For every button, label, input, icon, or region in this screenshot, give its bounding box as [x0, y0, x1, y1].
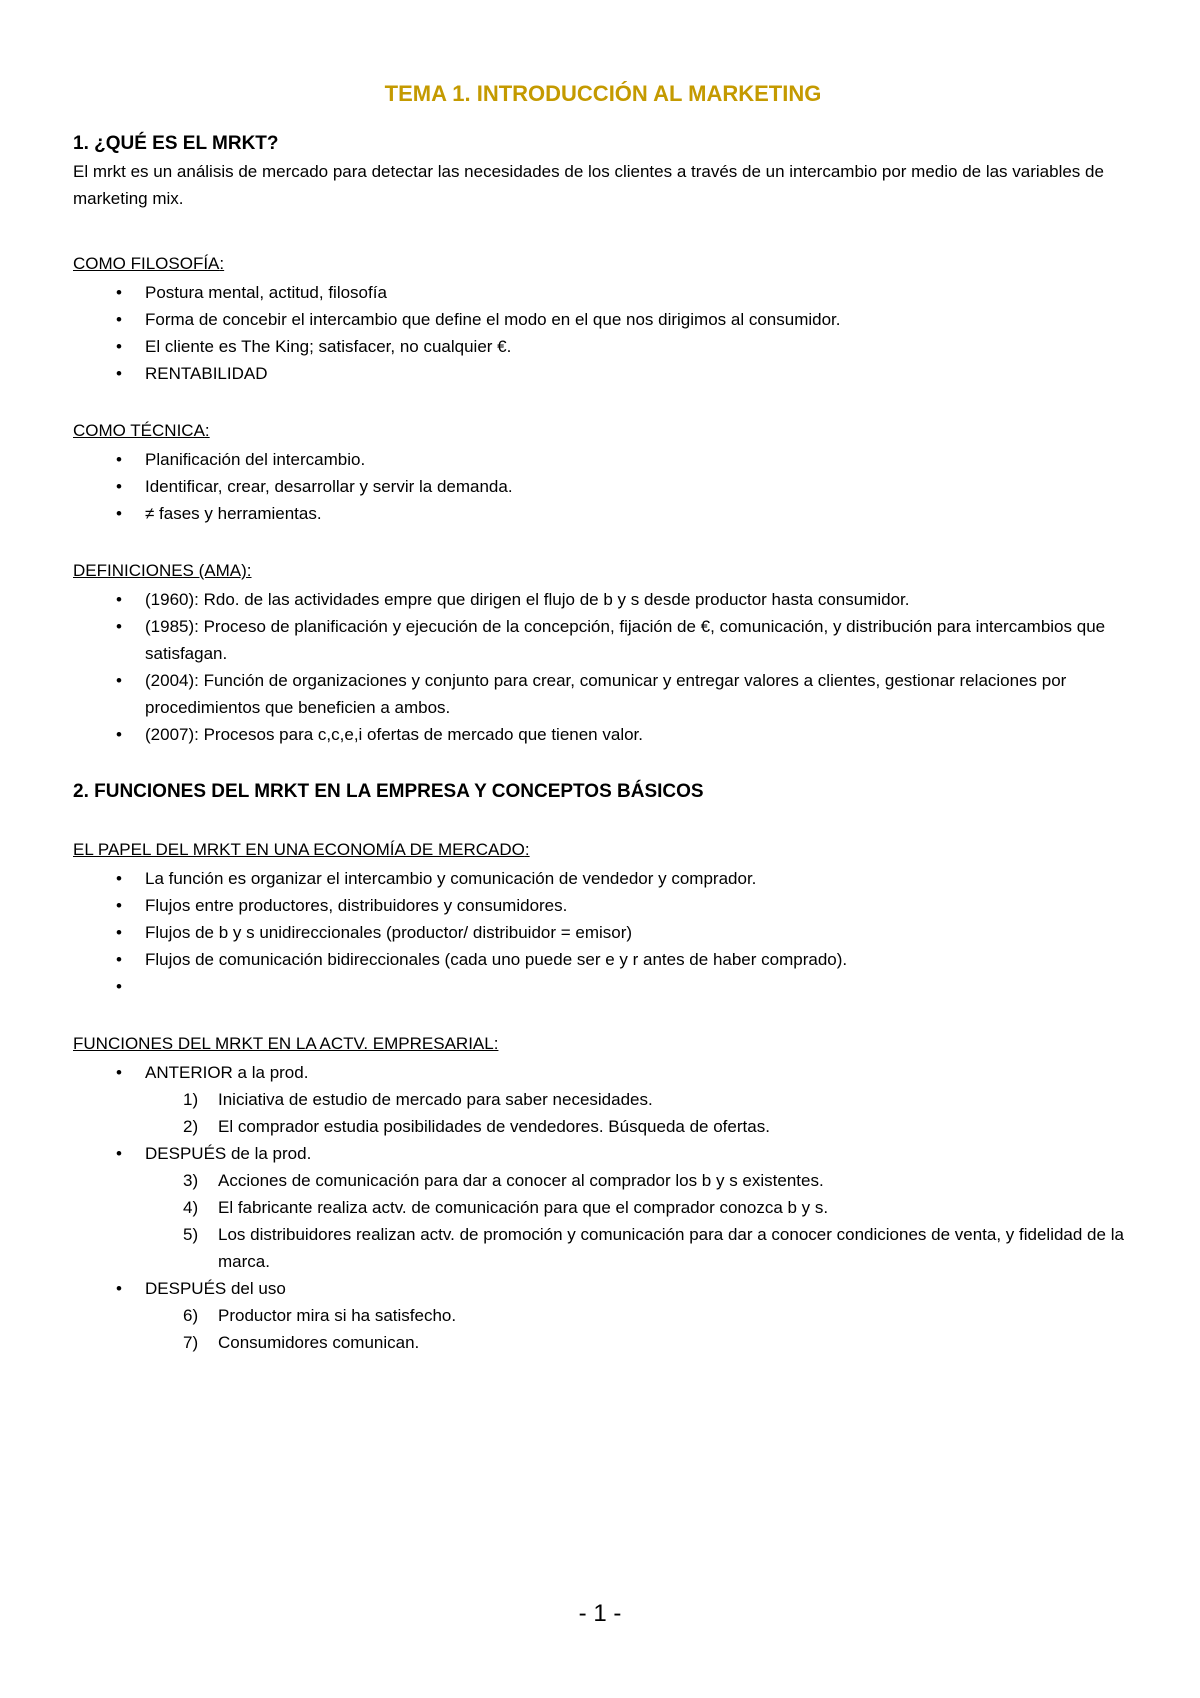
tecnica-list	[73, 446, 1133, 527]
bullet-icon: •	[116, 477, 122, 496]
bullet-icon: •	[116, 337, 122, 356]
list-item	[73, 973, 1133, 1000]
bullet-icon: •	[116, 725, 122, 744]
bullet-icon: •	[116, 869, 122, 888]
document-content	[73, 78, 1133, 1356]
tecnica-heading: COMO TÉCNICA:	[73, 421, 210, 440]
list-item: • ≠ fases y herramientas.	[73, 500, 1133, 527]
bullet-icon: •	[116, 950, 122, 969]
list-item: • RENTABILIDAD	[73, 360, 1133, 387]
filosofia-heading: COMO FILOSOFÍA:	[73, 254, 225, 273]
document-title: TEMA 1. INTRODUCCIÓN AL MARKETING	[384, 81, 822, 106]
bullet-icon: •	[116, 283, 122, 302]
list-item: • Forma de concebir el intercambio que define el modo en el que nos dirigimos al consumidor.	[73, 306, 1133, 333]
papel-list	[73, 865, 1133, 1000]
list-item: • Flujos entre productores, distribuidores y consumidores.	[73, 892, 1133, 919]
numbered-list	[145, 1302, 1133, 1356]
section-2-heading: 2. FUNCIONES DEL MRKT EN LA EMPRESA Y CONCEPTOS BÁSICOS	[73, 781, 704, 802]
bullet-icon: •	[116, 1279, 122, 1298]
list-item: • (2007): Procesos para c,c,e,i ofertas de mercado que tienen valor.	[73, 721, 1133, 748]
definiciones-heading: DEFINICIONES (AMA):	[73, 561, 252, 580]
filosofia-list	[73, 279, 1133, 387]
numbered-list	[145, 1086, 1133, 1140]
numbered-list	[145, 1167, 1133, 1275]
numbered-item: 2) El comprador estudia posibilidades de vendedores. Búsqueda de ofertas.	[183, 1117, 770, 1136]
definiciones-list	[73, 586, 1133, 748]
bullet-icon: •	[116, 617, 122, 636]
bullet-icon: •	[116, 590, 122, 609]
papel-heading: EL PAPEL DEL MRKT EN UNA ECONOMÍA DE MERCADO:	[73, 840, 530, 859]
funciones-list	[73, 1059, 1133, 1356]
list-item: • Identificar, crear, desarrollar y servir la demanda.	[73, 473, 1133, 500]
list-item: • Flujos de b y s unidireccionales (productor/ distribuidor = emisor)	[73, 919, 1133, 946]
list-item: • Flujos de comunicación bidireccionales (cada uno puede ser e y r antes de haber comprado).	[73, 946, 1133, 973]
numbered-item: 1) Iniciativa de estudio de mercado para saber necesidades.	[183, 1090, 653, 1109]
list-item: • La función es organizar el intercambio y comunicación de vendedor y comprador.	[73, 865, 1133, 892]
funciones-heading: FUNCIONES DEL MRKT EN LA ACTV. EMPRESARIAL:	[73, 1034, 499, 1053]
bullet-icon: •	[116, 896, 122, 915]
section-1-intro: El mrkt es un análisis de mercado para detectar las necesidades de los clientes a través de un intercambio por medio de las variables de marketing mix.	[73, 162, 1104, 208]
list-item: • (1960): Rdo. de las actividades empre que dirigen el flujo de b y s desde productor hasta consumidor.	[73, 586, 1133, 613]
bullet-icon: •	[116, 1144, 122, 1163]
list-item: • ANTERIOR a la prod. 1) Iniciativa de estudio de mercado para saber necesidades. 2) El comprador estudia posibilidades de vendedores. Búsqueda de ofertas.	[73, 1059, 1133, 1140]
list-item: • DESPUÉS del uso 6) Productor mira si ha satisfecho. 7) Consumidores comunican.	[73, 1275, 1133, 1356]
bullet-icon: •	[116, 671, 122, 690]
list-item: • (2004): Función de organizaciones y conjunto para crear, comunicar y entregar valores a clientes, gestionar relaciones por procedimientos que beneficien a ambos.	[73, 667, 1133, 721]
list-item: • El cliente es The King; satisfacer, no cualquier €.	[73, 333, 1133, 360]
section-1-heading: 1. ¿QUÉ ES EL MRKT?	[73, 133, 279, 154]
bullet-icon: •	[116, 923, 122, 942]
bullet-icon: •	[116, 504, 122, 523]
numbered-item: 7) Consumidores comunican.	[183, 1333, 420, 1352]
bullet-icon: •	[116, 1063, 122, 1082]
page-number: - 1 -	[578, 1600, 622, 1627]
numbered-item: 6) Productor mira si ha satisfecho.	[183, 1306, 457, 1325]
bullet-icon: •	[116, 977, 122, 996]
bullet-icon: •	[116, 450, 122, 469]
bullet-icon: •	[116, 364, 122, 383]
list-item: • (1985): Proceso de planificación y ejecución de la concepción, fijación de €, comunicación, y distribución para intercambios que satisfagan.	[73, 613, 1133, 667]
list-item: • Planificación del intercambio.	[73, 446, 1133, 473]
numbered-item: 5) Los distribuidores realizan actv. de promoción y comunicación para dar a conocer condiciones de venta, y fidelidad de la marca.	[183, 1225, 1124, 1271]
numbered-item: 4) El fabricante realiza actv. de comunicación para que el comprador conozca b y s.	[183, 1198, 829, 1217]
numbered-item: 3) Acciones de comunicación para dar a conocer al comprador los b y s existentes.	[183, 1171, 824, 1190]
list-item: • Postura mental, actitud, filosofía	[73, 279, 1133, 306]
list-item: • DESPUÉS de la prod. 3) Acciones de comunicación para dar a conocer al comprador los b y s existentes. 4) El fabricante realiza actv. de comunicación para que el comprador conozca b y s. 5) Los distribuidores realizan actv. de promoción y comunicación para dar a conocer condiciones de venta, y fidelidad de la marca.	[73, 1140, 1133, 1275]
bullet-icon: •	[116, 310, 122, 329]
